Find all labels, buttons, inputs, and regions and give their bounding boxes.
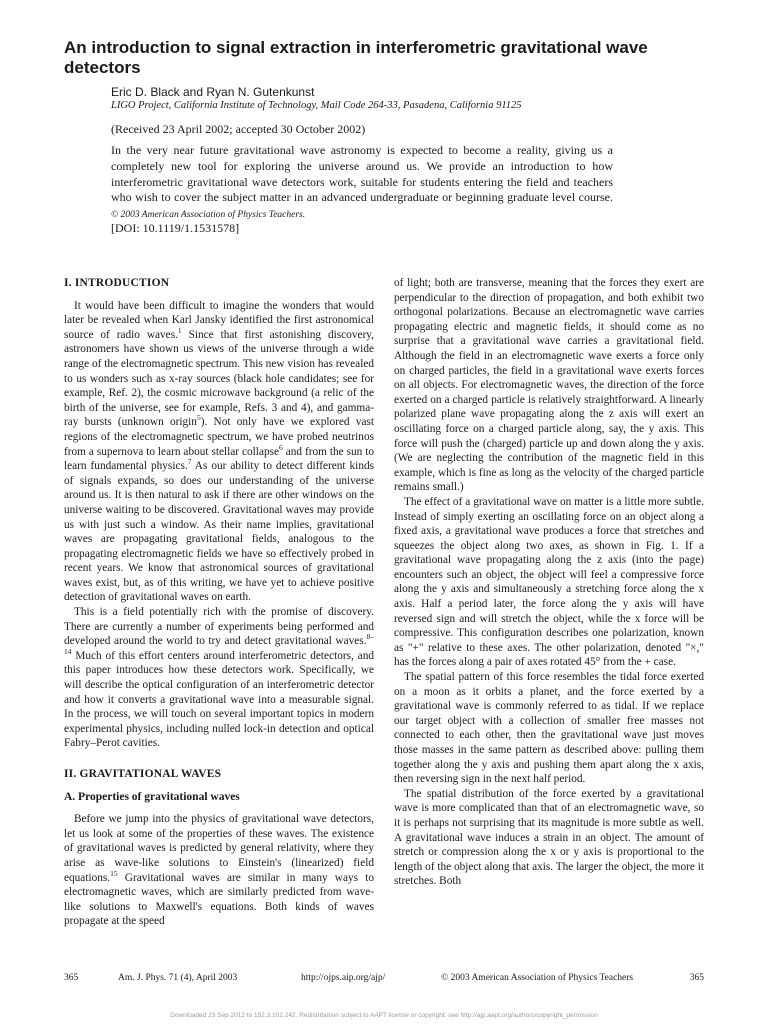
- abstract: [111, 143, 613, 224]
- text-run: and from the sun to learn fundamental physics.: [64, 445, 374, 473]
- left-column: [64, 276, 374, 929]
- text-run: Much of this effort centers around interferometric detectors, and this paper introduces how these detectors work. Specifically, we will describe the optical configuration of an interferometric detector and how it converts a gravitational wave into a measurable signal. In the process, we will touch on several important topics in modern experimental physics, including nulled lock-in detection and optical Fabry–Perot cavities.: [64, 649, 374, 750]
- text-run: Gravitational waves are similar in many ways to electromagnetic waves, which are similarly predicted from wave-like solutions to Maxwell's equations. Both kinds of waves propagate at the speed: [64, 871, 374, 928]
- right-paragraph-3: The spatial pattern of this force resembles the tidal force exerted on a moon as it orbits a planet, and the force exerted by a gravitational wave is commonly referred to as tidal. If we replace our target object with a collection of smaller free masses not connected to each other, then the gravitational wave just moves those masses in the same pattern as described above: pulling them together along the y axis and pushing them apart along the x axis, then reversing sign in the next half period.: [394, 671, 704, 786]
- abstract-copyright: © 2003 American Association of Physics Teachers.: [111, 210, 306, 221]
- footer-copyright: © 2003 American Association of Physics Teachers: [441, 973, 634, 983]
- citation: 8–14: [64, 632, 374, 657]
- citation: 1: [177, 326, 182, 336]
- text-run: ). Not only have we explored vast regions of the electromagnetic spectrum, we have probed neutrinos from a supernova to learn about stellar collapse: [64, 416, 375, 458]
- page-footer: [64, 973, 704, 987]
- received-dates: (Received 23 April 2002; accepted 30 October 2002): [111, 122, 366, 136]
- right-paragraph-1: of light; both are transverse, meaning that the forces they exert are perpendicular to the direction of propagation, and both exhibit two orthogonal polarizations. Because an electromagnetic wave carries propagating electric and magnetic fields, it should come as no surprise that a gravitational wave carries a gravitational field. Although the field in an electromagnetic wave exerts a force only on charged particles, the field in a gravitational wave exerts forces on all objects. For electromagnetic waves, the direction of the force exerted on a charged particle is relatively straightforward. A linearly polarized plane wave propagating along the z axis will exert an oscillating force on a charged particle along, say, the y axis. This force will push the (charged) particle up and down along the y axis. (We are neglecting the contribution of the magnetic field in this example, which is fine as long as the velocity of the charged particle remains small.): [394, 277, 704, 494]
- intro-paragraph-1: [64, 299, 374, 605]
- affiliation: LIGO Project, California Institute of Technology, Mail Code 264-33, Pasadena, California 91125: [111, 100, 522, 111]
- right-column: [394, 276, 704, 889]
- citation: 7: [187, 457, 192, 467]
- page-number-right: 365: [689, 973, 704, 983]
- doi: [DOI: 10.1119/1.1531578]: [111, 221, 240, 235]
- text-run: This is a field potentially rich with the promise of discovery. There are currently a number of experiments being performed and developed around the world to try and detect gravitational waves.: [64, 606, 374, 648]
- citation: 5: [196, 413, 201, 423]
- section-heading-introduction: I. INTRODUCTION: [64, 277, 170, 289]
- text-run: Before we jump into the physics of gravitational wave detectors, let us look at some of the properties of these waves. The existence of gravitational waves is predicted by general relativity, where they arise as wave-like solutions to Einstein's (linearized) field equations.: [64, 813, 374, 884]
- authors: Eric D. Black and Ryan N. Gutenkunst: [111, 85, 315, 99]
- subsection-heading: A. Properties of gravitational waves: [64, 790, 240, 803]
- intro-paragraph-2: [64, 605, 374, 751]
- text-run: As our ability to detect different kinds of signals expands, so does our understanding of the universe around us. It is then natural to ask if there are other windows on the universe waiting to be discovered. Gravitational waves may provide us with just such a window. As their name implies, gravitational waves are propagating gravitational fields, analogous to the propagating electromagnetic fields we have so effectively probed in recent years. We know that astronomical sources of gravitational waves exist, but, as of this writing, we have yet to achieve positive detection of gravitational waves on earth.: [64, 460, 375, 604]
- citation: 15: [110, 868, 118, 878]
- abstract-text: In the very near future gravitational wave astronomy is expected to become a reality, giving us a completely new tool for exploring the universe around us. We provide an introduction to how interferometric gravitational wave detectors work, suitable for students entering the field and teachers who wish to cover the subject matter in an advanced undergraduate or beginning graduate level course.: [111, 143, 613, 205]
- section-heading-gravitational-waves: II. GRAVITATIONAL WAVES: [64, 768, 222, 780]
- right-paragraph-4: The spatial distribution of the force exerted by a gravitational wave is more complicated than that of an electromagnetic wave, so it is perhaps not surprising that its magnitude is more subtle as well. A gravitational wave induces a strain in an object. The amount of stretch or compression along the x or y axis is proportional to the length of the object along that axis. The larger the object, the more it stretches. Both: [394, 787, 704, 888]
- properties-paragraph: [64, 812, 374, 929]
- paper-title: An introduction to signal extraction in interferometric gravitational wave detectors: [64, 38, 648, 77]
- page-number-left: 365: [64, 973, 79, 983]
- journal-url[interactable]: http://ojps.aip.org/ajp/: [301, 973, 386, 983]
- download-notice: Downloaded 23 Sep 2012 to 152.3.102.242. Redistribution subject to AAPT license or copyright; see http://ajp.aapt.org/authors/copyright_permission: [170, 1012, 598, 1019]
- citation: 6: [279, 442, 283, 452]
- journal-citation: Am. J. Phys. 71 (4), April 2003: [118, 973, 238, 983]
- right-paragraph-2: The effect of a gravitational wave on matter is a little more subtle. Instead of simply exerting an oscillating force on an object along a fixed axis, a gravitational wave produces a force that stretches and squeezes the object along two axes, as shown in Fig. 1. If a gravitational wave propagating along the z axis (into the page) encounters such an object, the object will feel a compressive force along the y axis and simultaneously a stretching force along the x axis. Half a period later, the force along the y axis will have reversed sign and will stretch the object, while the x force will be compressive. This configuration describes one polarization, known as "+" relative to these axes. The other polarization, denoted "×," has the forces along a pair of axes rotated 45° from the + case.: [394, 495, 704, 669]
- text-run: It would have been difficult to imagine the wonders that would later be revealed when Karl Jansky identified the first astronomical source of radio waves.: [64, 299, 374, 341]
- text-run: Since that first astonishing discovery, astronomers have shown us views of the universe through a wide range of the electromagnetic spectrum. This new vision has revealed to us wonders such as x-ray sources (black hole candidates; see for example, Ref. 2), the cosmic microwave background (a relic of the birth of the universe, see for example, Refs. 3 and 4), and gamma-ray bursts (unknown origin: [64, 328, 374, 429]
